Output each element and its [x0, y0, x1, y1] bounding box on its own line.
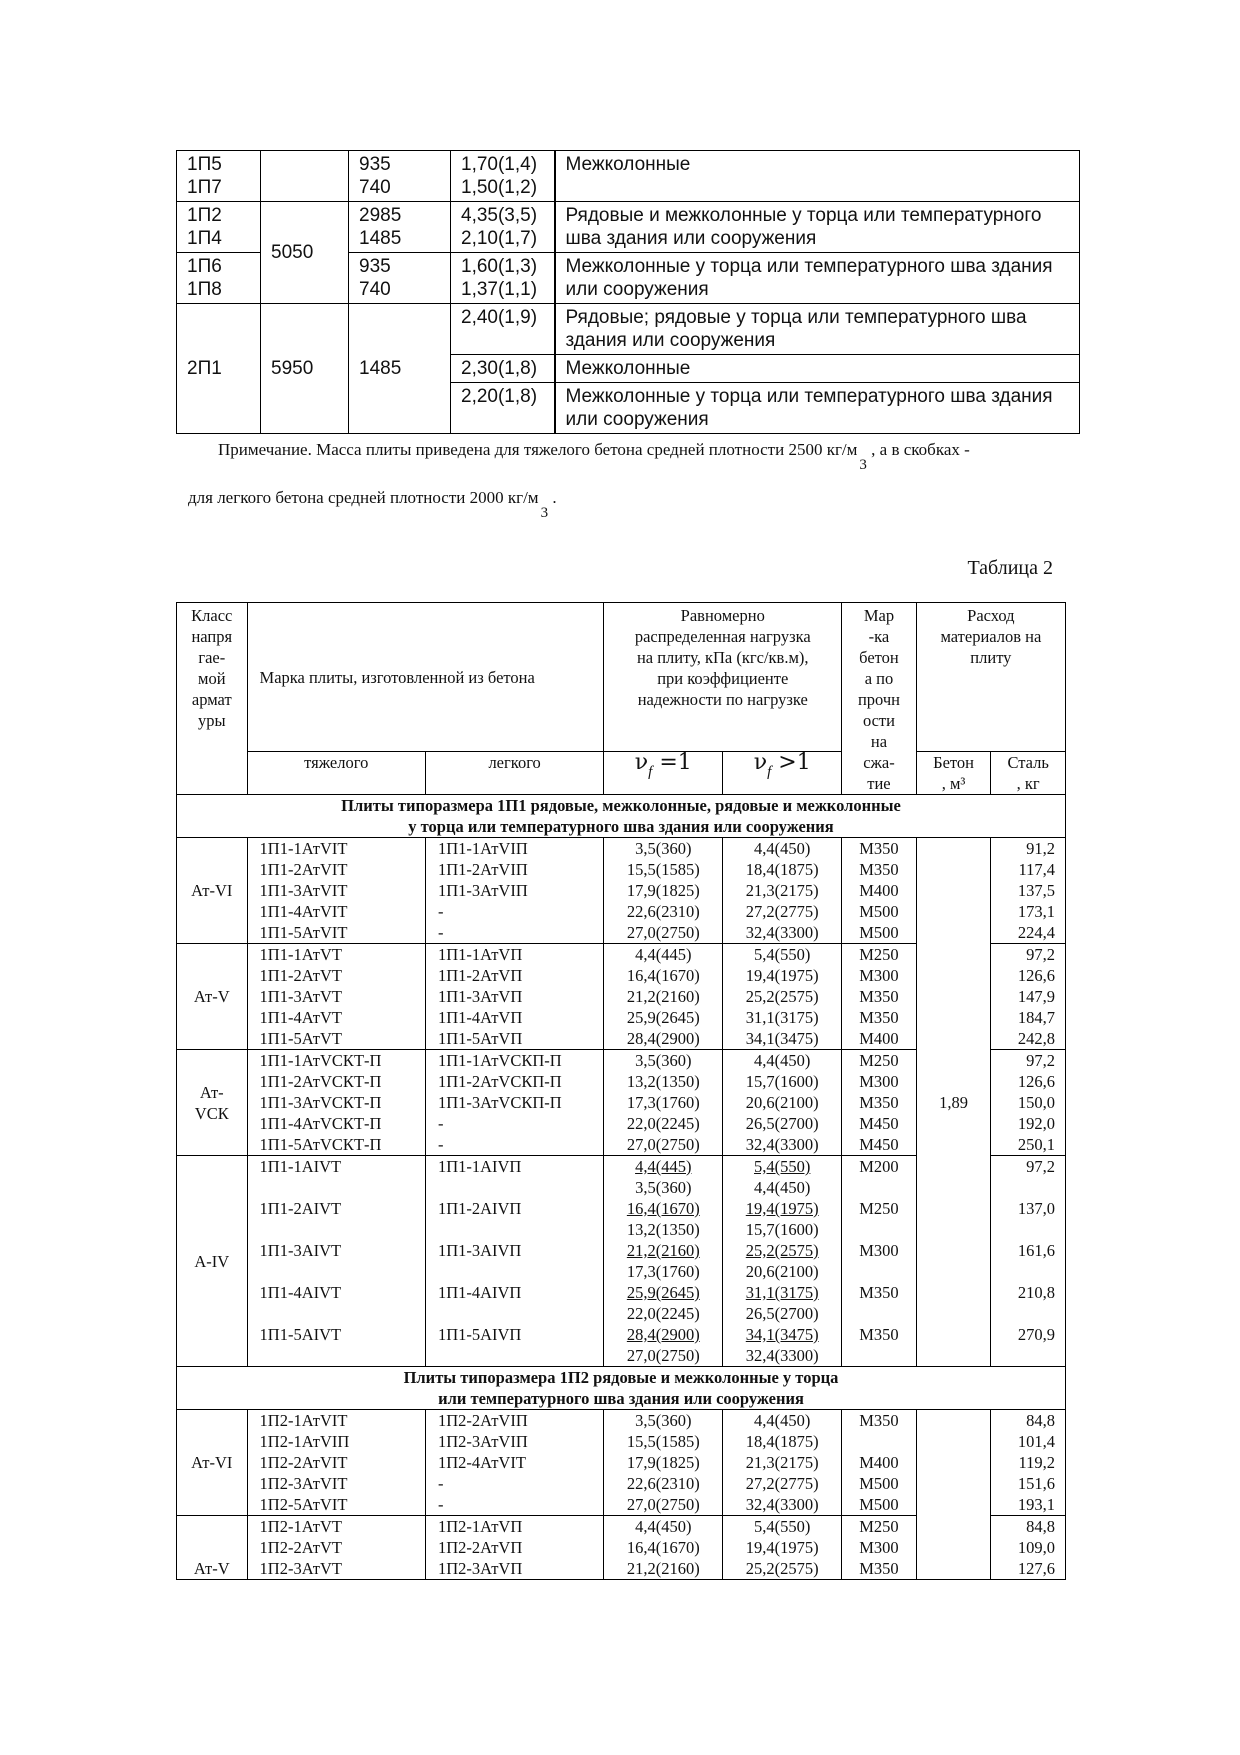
plate-load: 2,40(1,9): [451, 304, 555, 355]
heavy-marks: 1П1-1АтVТ 1П1-2АтVТ 1П1-3АтVТ 1П1-4АтVТ 1П1-5АтVТ: [247, 944, 425, 1050]
table-1-continuation: [176, 150, 1080, 434]
plate-load: 4,35(3,5) 2,10(1,7): [451, 202, 555, 253]
note-line-2: для легкого бетона средней плотности 2000 кг/м3 .: [188, 488, 557, 521]
light-marks: 1П2-2АтVIП 1П2-3АтVIП 1П2-4АтVIТ - -: [425, 1410, 603, 1516]
header-distributed-load: Равномерно распределенная нагрузка на плиту, кПа (кгс/кв.м), при коэффициенте надежности по нагрузке: [604, 603, 842, 752]
table-2: [176, 602, 1066, 1580]
section-row: [177, 795, 1066, 838]
heavy-marks: 1П1-1АтVСКТ-П 1П1-2АтVСКТ-П 1П1-3АтVСКТ-П 1П1-4АтVСКТ-П 1П1-5АтVСКТ-П: [247, 1050, 425, 1156]
concrete-grade: М250 М300 М350: [842, 1516, 917, 1580]
heavy-marks: 1П1-1АIVТ 1П1-2АIVТ 1П1-3АIVТ 1П1-4АIVТ 1П1-5АIVТ: [247, 1156, 425, 1367]
plate-load: 2,30(1,8): [451, 355, 555, 383]
concrete-volume: [916, 1410, 991, 1580]
light-marks: 1П2-1АтVП 1П2-2АтVП 1П2-3АтVП: [425, 1516, 603, 1580]
heavy-marks: 1П2-1АтVТ 1П2-2АтVТ 1П2-3АтVТ: [247, 1516, 425, 1580]
heavy-marks: 1П1-1АтVIТ 1П1-2АтVIТ 1П1-3АтVIТ 1П1-4АтVIТ 1П1-5АтVIТ: [247, 838, 425, 944]
table-caption: Таблица 2: [967, 557, 1053, 579]
load-gamma-1: 3,5(360) 15,5(1585) 17,9(1825) 22,6(2310) 27,0(2750): [604, 838, 723, 944]
plate-load: 1,70(1,4) 1,50(1,2): [451, 151, 555, 202]
table-row: [177, 202, 1080, 253]
header-reinforcement-class: Класс напря гае- мой армат уры: [177, 603, 248, 795]
load-gamma-gt1: 4,4(450) 18,4(1875) 21,3(2175) 27,2(2775) 32,4(3300): [723, 1410, 842, 1516]
plate-mass: 935 740: [349, 253, 451, 304]
header-gamma-gt-1: νf >1: [723, 752, 842, 795]
light-marks: 1П1-1АIVП 1П1-2АIVП 1П1-3АIVП 1П1-4АIVП 1П1-5АIVП: [425, 1156, 603, 1367]
load-gamma-gt1: 5,4(550) 19,4(1975) 25,2(2575): [723, 1516, 842, 1580]
steel-mass: 84,8 101,4 119,2 151,6 193,1: [991, 1410, 1066, 1516]
section-title-1p1: Плиты типоразмера 1П1 рядовые, межколонные, рядовые и межколонные у торца или температурного шва здания или сооружения: [177, 795, 1066, 838]
table-row: [177, 1410, 1066, 1516]
reinforcement-class: Ат-VI: [177, 838, 248, 944]
table-header-row: [177, 603, 1066, 752]
plate-description: Межколонные: [555, 151, 1080, 202]
plate-load: 1,60(1,3) 1,37(1,1): [451, 253, 555, 304]
table-row: [177, 151, 1080, 202]
load-gamma-gt1: 5,4(550) 4,4(450) 19,4(1975) 15,7(1600) 25,2(2575) 20,6(2100) 31,1(3175) 26,5(2700) 34,1(3475) 32,4(3300): [723, 1156, 842, 1367]
reinforcement-class: Ат- VСК: [177, 1050, 248, 1156]
reinforcement-class: A-IV: [177, 1156, 248, 1367]
header-concrete-grade: Мар -ка бетон а по прочн ости на сжа- тие: [842, 603, 917, 795]
load-gamma-1: 4,4(445) 3,5(360) 16,4(1670) 13,2(1350) 21,2(2160) 17,3(1760) 25,9(2645) 22,0(2245) 28,4(2900) 27,0(2750): [604, 1156, 723, 1367]
section-row: [177, 1367, 1066, 1410]
load-gamma-1: 4,4(445) 16,4(1670) 21,2(2160) 25,9(2645) 28,4(2900): [604, 944, 723, 1050]
table-subheader-row: [177, 752, 1066, 795]
load-gamma-gt1: 5,4(550) 19,4(1975) 25,2(2575) 31,1(3175) 34,1(3475): [723, 944, 842, 1050]
concrete-grade: М350 М350 М400 М500 М500: [842, 838, 917, 944]
plate-mass: 2985 1485: [349, 202, 451, 253]
plate-marks: 1П6 1П8: [177, 253, 261, 304]
plate-description: Рядовые и межколонные у торца или температурного шва здания или сооружения: [555, 202, 1080, 253]
load-gamma-1: 4,4(450) 16,4(1670) 21,2(2160): [604, 1516, 723, 1580]
header-steel-mass: Сталь , кг: [991, 752, 1066, 795]
plate-marks: 1П2 1П4: [177, 202, 261, 253]
header-heavy-concrete: тяжелого: [247, 752, 425, 795]
load-gamma-gt1: 4,4(450) 18,4(1875) 21,3(2175) 27,2(2775) 32,4(3300): [723, 838, 842, 944]
plate-description: Межколонные у торца или температурного шва здания или сооружения: [555, 383, 1080, 434]
header-plate-mark: Марка плиты, изготовленной из бетона: [247, 603, 604, 752]
reinforcement-class: Ат-V: [177, 944, 248, 1050]
heavy-marks: 1П2-1АтVIТ 1П2-1АтVIП 1П2-2АтVIТ 1П2-3АтVIТ 1П2-5АтVIТ: [247, 1410, 425, 1516]
plate-mass: 935 740: [349, 151, 451, 202]
load-gamma-1: 3,5(360) 13,2(1350) 17,3(1760) 22,0(2245) 27,0(2750): [604, 1050, 723, 1156]
header-light-concrete: легкого: [425, 752, 603, 795]
plate-description: Межколонные: [555, 355, 1080, 383]
table-row: [177, 838, 1066, 944]
light-marks: 1П1-1АтVП 1П1-2АтVП 1П1-3АтVП 1П1-4АтVП 1П1-5АтVП: [425, 944, 603, 1050]
header-concrete-volume: Бетон , м³: [916, 752, 991, 795]
concrete-grade: М250 М300 М350 М350 М400: [842, 944, 917, 1050]
steel-mass: 97,2 126,6 150,0 192,0 250,1: [991, 1050, 1066, 1156]
plate-marks: 1П5 1П7: [177, 151, 261, 202]
header-material-consumption: Расход материалов на плиту: [916, 603, 1065, 752]
light-marks: 1П1-1АтVIП 1П1-2АтVIП 1П1-3АтVIП - -: [425, 838, 603, 944]
plate-mass: 1485: [349, 304, 451, 434]
reinforcement-class: Ат-V: [177, 1516, 248, 1580]
load-gamma-gt1: 4,4(450) 15,7(1600) 20,6(2100) 26,5(2700) 32,4(3300): [723, 1050, 842, 1156]
concrete-grade: М200 М250 М300 М350 М350: [842, 1156, 917, 1367]
steel-mass: 97,2 126,6 147,9 184,7 242,8: [991, 944, 1066, 1050]
section-title-1p2: Плиты типоразмера 1П2 рядовые и межколонные у торца или температурного шва здания или сооружения: [177, 1367, 1066, 1410]
steel-mass: 97,2 137,0 161,6 210,8 270,9: [991, 1156, 1066, 1367]
steel-mass: 91,2 117,4 137,5 173,1 224,4: [991, 838, 1066, 944]
plate-length: [261, 151, 349, 202]
plate-load: 2,20(1,8): [451, 383, 555, 434]
plate-length: 5950: [261, 304, 349, 434]
concrete-grade: М250 М300 М350 М450 М450: [842, 1050, 917, 1156]
header-gamma-eq-1: νf =1: [604, 752, 723, 795]
light-marks: 1П1-1АтVСКП-П 1П1-2АтVСКП-П 1П1-3АтVСКП-П - -: [425, 1050, 603, 1156]
load-gamma-1: 3,5(360) 15,5(1585) 17,9(1825) 22,6(2310) 27,0(2750): [604, 1410, 723, 1516]
plate-description: Межколонные у торца или температурного шва здания или сооружения: [555, 253, 1080, 304]
concrete-grade: М350 М400 М500 М500: [842, 1410, 917, 1516]
concrete-volume: 1,89: [916, 838, 991, 1367]
plate-marks: 2П1: [177, 304, 261, 434]
steel-mass: 84,8 109,0 127,6: [991, 1516, 1066, 1580]
plate-description: Рядовые; рядовые у торца или температурного шва здания или сооружения: [555, 304, 1080, 355]
plate-length: 5050: [261, 202, 349, 304]
table-row: [177, 304, 1080, 355]
note-line-1: Примечание. Масса плиты приведена для тяжелого бетона средней плотности 2500 кг/м3 , а в скобках -: [218, 440, 970, 473]
reinforcement-class: Ат-VI: [177, 1410, 248, 1516]
